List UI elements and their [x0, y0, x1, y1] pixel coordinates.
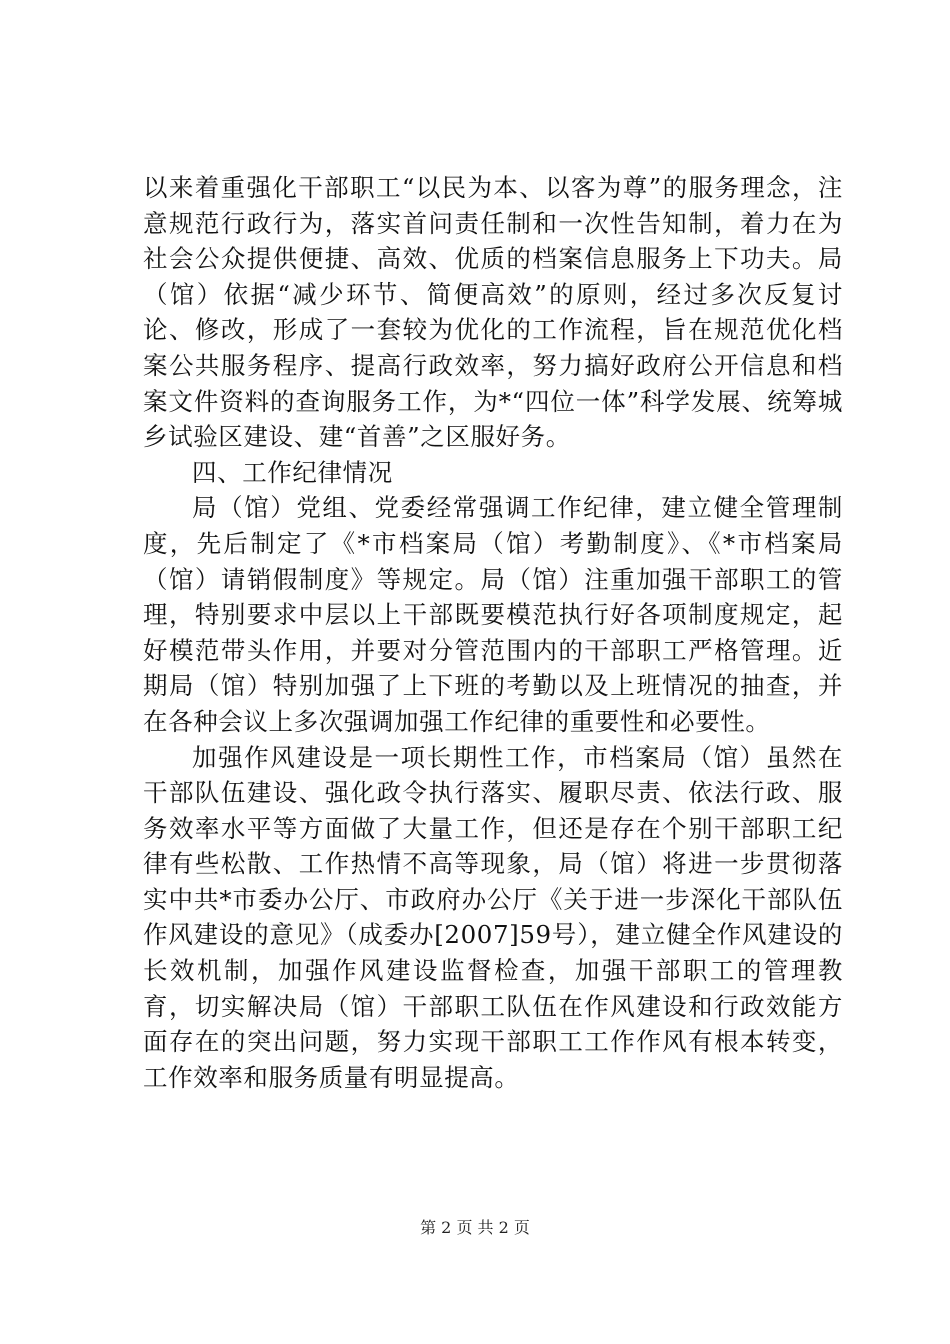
- paragraph-style-building: 加强作风建设是一项长期性工作，市档案局（馆）虽然在干部队伍建设、强化政令执行落实、履职尽责、依法行政、服务效率水平等方面做了大量工作，但还是存在个别干部职工纪律有些松散、工作热情不高等现象，局（馆）将进一步贯彻落实中共*市委办公厅、市政府办公厅《关于进一步深化干部队伍作风建设的意见》（成委办[2007]59号），建立健全作风建设的长效机制，加强作风建设监督检查，加强干部职工的管理教育，切实解决局（馆）干部职工队伍在作风建设和行政效能方面存在的突出问题，努力实现干部职工工作作风有根本转变，工作效率和服务质量有明显提高。: [143, 742, 843, 1092]
- paragraph-service-concept: 以来着重强化干部职工“以民为本、以客为尊”的服务理念，注意规范行政行为，落实首问责任制和一次性告知制，着力在为社会公众提供便捷、高效、优质的档案信息服务上下功夫。局（馆）依据“减少环节、简便高效”的原则，经过多次反复讨论、修改，形成了一套较为优化的工作流程，旨在规范优化档案公共服务程序、提高行政效率，努力搞好政府公开信息和档案文件资料的查询服务工作，为*“四位一体”科学发展、统筹城乡试验区建设、建“首善”之区服好务。: [143, 173, 843, 452]
- paragraph-discipline-rules: 局（馆）党组、党委经常强调工作纪律，建立健全管理制度，先后制定了《*市档案局（馆）考勤制度》、《*市档案局（馆）请销假制度》等规定。局（馆）注重加强干部职工的管理，特别要求中层以上干部既要模范执行好各项制度规定，起好模范带头作用，并要对分管范围内的干部职工严格管理。近期局（馆）特别加强了上下班的考勤以及上班情况的抽查，并在各种会议上多次强调加强工作纪律的重要性和必要性。: [143, 493, 843, 736]
- section-heading-work-discipline: 四、工作纪律情况: [192, 457, 393, 487]
- page-footer: 第 2 页 共 2 页: [420, 1218, 530, 1237]
- document-body: [143, 170, 843, 1095]
